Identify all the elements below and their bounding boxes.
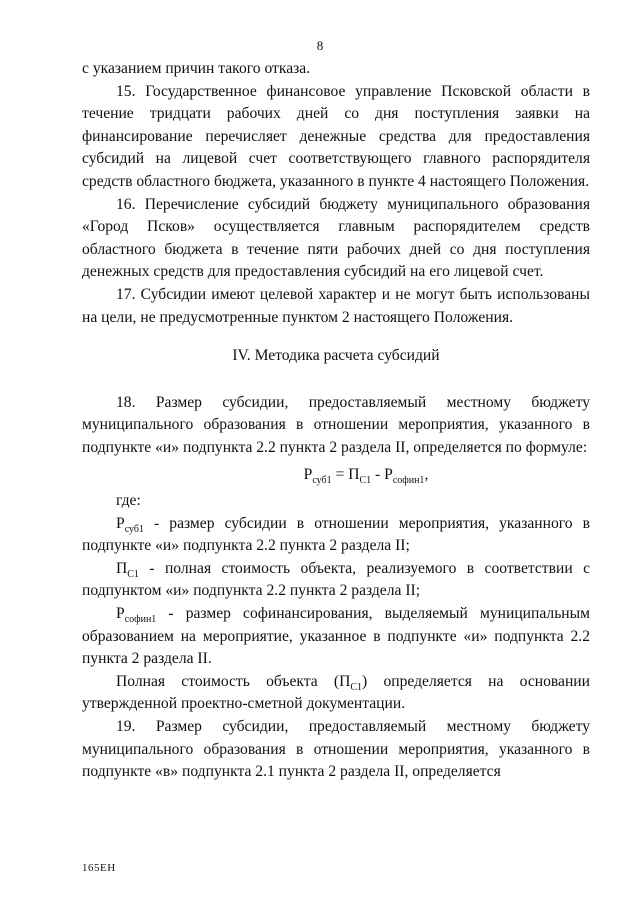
def1-symbol: Р (116, 514, 125, 532)
paragraph-15: 15. Государственное финансовое управление Псковской области в течение тридцати рабочих дней со дня поступления заявки на финансирование перечисляет денежные средства для предоставления субсидий на лицевой счет соответствующего главного распорядителя средств областного бюджета, указанного в пункте 4 настоящего Положения. (82, 82, 590, 190)
def3-sub: софин1 (124, 614, 157, 626)
page-number: 8 (316, 38, 324, 53)
formula-rhs: Р (384, 465, 393, 483)
def3-text: - размер софинансирования, выделяемый муниципальным образованием на мероприятие, указанное в подпункте «и» подпункта 2.2 пункта 2 раздела II. (82, 605, 590, 668)
paragraph-cont: с указанием причин такого отказа. (82, 60, 311, 77)
definition-psofin1 (82, 603, 590, 671)
formula-lhs-sub: суб1 (312, 474, 332, 486)
def1-text: - размер субсидии в отношении мероприятия, указанного в подпункте «и» подпункта 2.2 пункта 2 раздела II; (82, 514, 590, 555)
def1-sub: суб1 (124, 523, 144, 535)
formula (82, 464, 590, 487)
formula-mid: П (348, 465, 360, 483)
formula-eq: = (331, 465, 349, 483)
def2-text: - полная стоимость объекта, реализуемого в соответствии с подпунктом «и» подпункта 2.2 пункта 2 раздела II; (82, 559, 590, 600)
footer-code: 165ЕН (82, 862, 116, 874)
paragraph-17: 17. Субсидии имеют целевой характер и не могут быть использованы на цели, не предусмотренные пунктом 2 настоящего Положения. (82, 285, 590, 326)
formula-end: , (424, 465, 429, 483)
paragraph-19: 19. Размер субсидии, предоставляемый местному бюджету муниципального образования в отношении мероприятия, указанного в подпункте «в» подпункта 2.1 пункта 2 раздела II, определяется (82, 718, 590, 781)
formula-minus: - (371, 465, 385, 483)
full-cost-sub: С1 (350, 681, 363, 693)
paragraph-full-cost (82, 671, 590, 716)
def3-symbol: Р (116, 605, 125, 623)
formula-mid-sub: С1 (359, 474, 372, 486)
paragraph-18: 18. Размер субсидии, предоставляемый местному бюджету муниципального образования в отношении мероприятия, указанного в подпункте «и» подпункта 2.2 пункта 2 раздела II, определяется по формуле: (82, 393, 590, 456)
section-heading: IV. Методика расчета субсидий (232, 347, 440, 365)
full-cost-after: ) определяется на основании утвержденной проектно-сметной документации. (82, 672, 590, 713)
formula-rhs-sub: софин1 (392, 474, 425, 486)
definition-psub1 (82, 513, 590, 558)
def2-sub: С1 (127, 568, 139, 580)
def2-symbol: П (116, 559, 128, 577)
where-label: где: (116, 492, 141, 510)
definition-pc1 (82, 558, 590, 603)
full-cost-before: Полная стоимость объекта (П (116, 672, 351, 690)
formula-lhs: Р (303, 465, 313, 483)
paragraph-16: 16. Перечисление субсидий бюджету муниципального образования «Город Псков» осуществляется главным распорядителем средств областного бюджета в течение пяти рабочих дней со дня поступления денежных средств для предоставления субсидий на его лицевой счет. (82, 195, 590, 281)
document-body (82, 58, 590, 784)
